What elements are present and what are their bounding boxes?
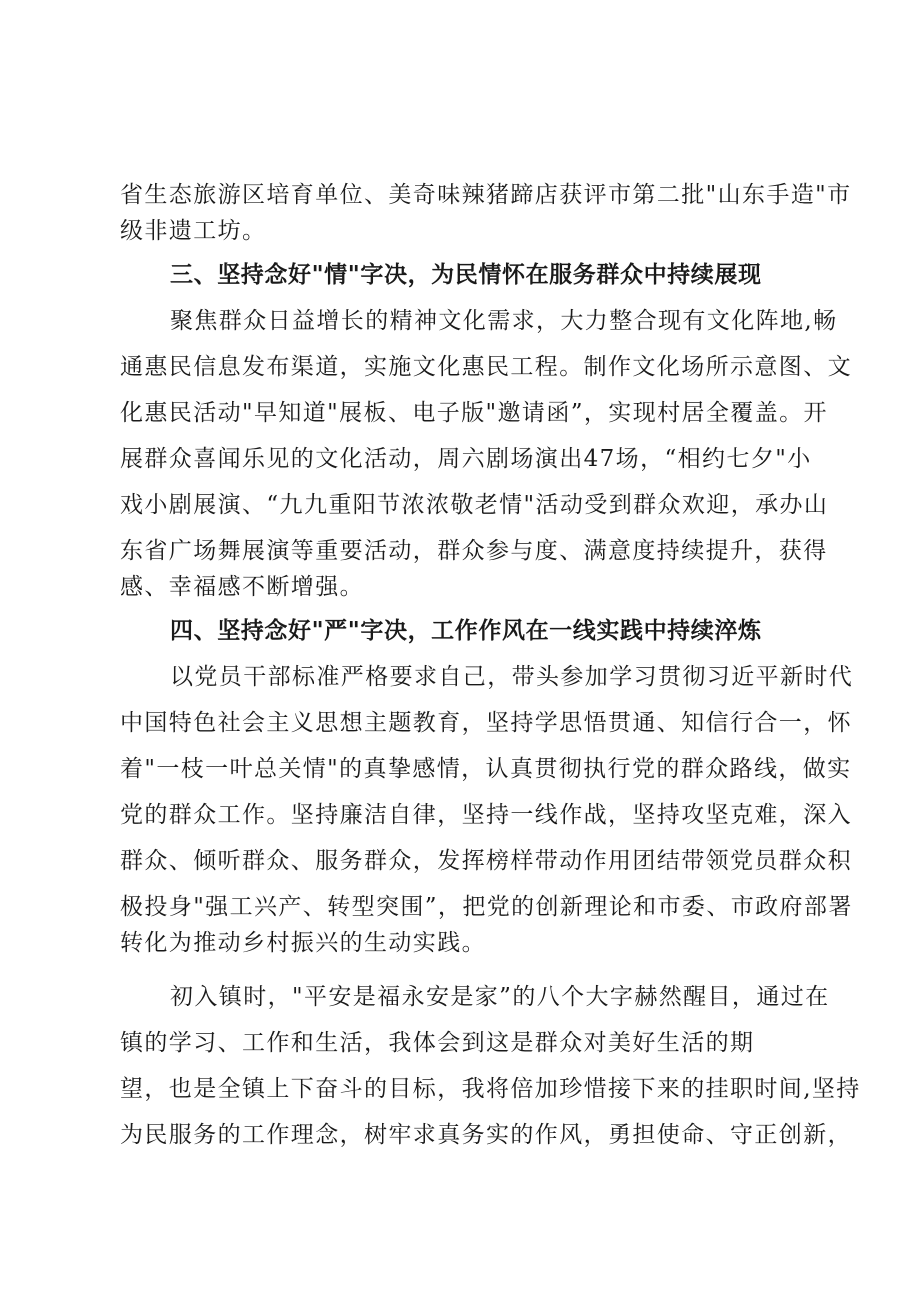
body-text-line: 着"一枝一叶总关情"的真挚感情，认真贯彻执行党的群众路线，做实 — [120, 756, 852, 782]
body-text-line: 中国特色社会主义思想主题教育，坚持学思悟贯通、知信行合一，怀 — [120, 710, 852, 736]
body-text-line: 聚焦群众日益增长的精神文化需求，大力整合现有文化阵地,畅 — [170, 308, 838, 334]
body-text-line: 级非遗工坊。 — [120, 218, 267, 244]
body-text-line: 通惠民信息发布渠道，实施文化惠民工程。制作文化场所示意图、文 — [120, 354, 852, 380]
body-text-line: 群众、倾听群众、服务群众，发挥榜样带动作用团结带领党员群众积 — [120, 848, 852, 874]
body-text-line: 镇的学习、工作和生活，我体会到这是群众对美好生活的期 — [120, 1030, 755, 1056]
body-text-line: 展群众喜闻乐见的文化活动，周六剧场演出47场，“相约七夕"小 — [120, 446, 812, 472]
body-text-line: 感、幸福感不断增强。 — [120, 574, 364, 600]
body-text-line: 初入镇时，"平安是福永安是家”的八个大字赫然醒目，通过在 — [170, 984, 830, 1010]
section-heading-3: 三、坚持念好"情"字决，为民情怀在服务群众中持续展现 — [170, 262, 762, 288]
body-text-line: 党的群众工作。坚持廉洁自律，坚持一线作战，坚持攻坚克难，深入 — [120, 802, 852, 828]
body-text-line: 转化为推动乡村振兴的生动实践。 — [120, 930, 486, 956]
body-text-line: 极投身"强工兴产、转型突围”，把党的创新理论和市委、市政府部署 — [120, 894, 853, 920]
body-text-line: 省生态旅游区培育单位、美奇味辣猪蹄店获评市第二批"山东手造"市 — [120, 182, 852, 208]
body-text-line: 戏小剧展演、“九九重阳节浓浓敬老情"活动受到群众欢迎，承办山 — [120, 492, 829, 518]
body-text-line: 为民服务的工作理念，树牢求真务实的作风，勇担使命、守正创新， — [120, 1122, 852, 1148]
body-text-line: 以党员干部标准严格要求自己，带头参加学习贯彻习近平新时代 — [170, 664, 854, 690]
body-text-line: 望，也是全镇上下奋斗的目标，我将倍加珍惜接下来的挂职时间,坚持 — [120, 1076, 861, 1102]
body-text-line: 化惠民活动"早知道"展板、电子版"邀请函”，实现村居全覆盖。开 — [120, 400, 828, 426]
body-text-line: 东省广场舞展演等重要活动，群众参与度、满意度持续提升，获得 — [120, 538, 828, 564]
section-heading-4: 四、坚持念好"严"字决，工作作风在一线实践中持续淬炼 — [170, 618, 762, 644]
